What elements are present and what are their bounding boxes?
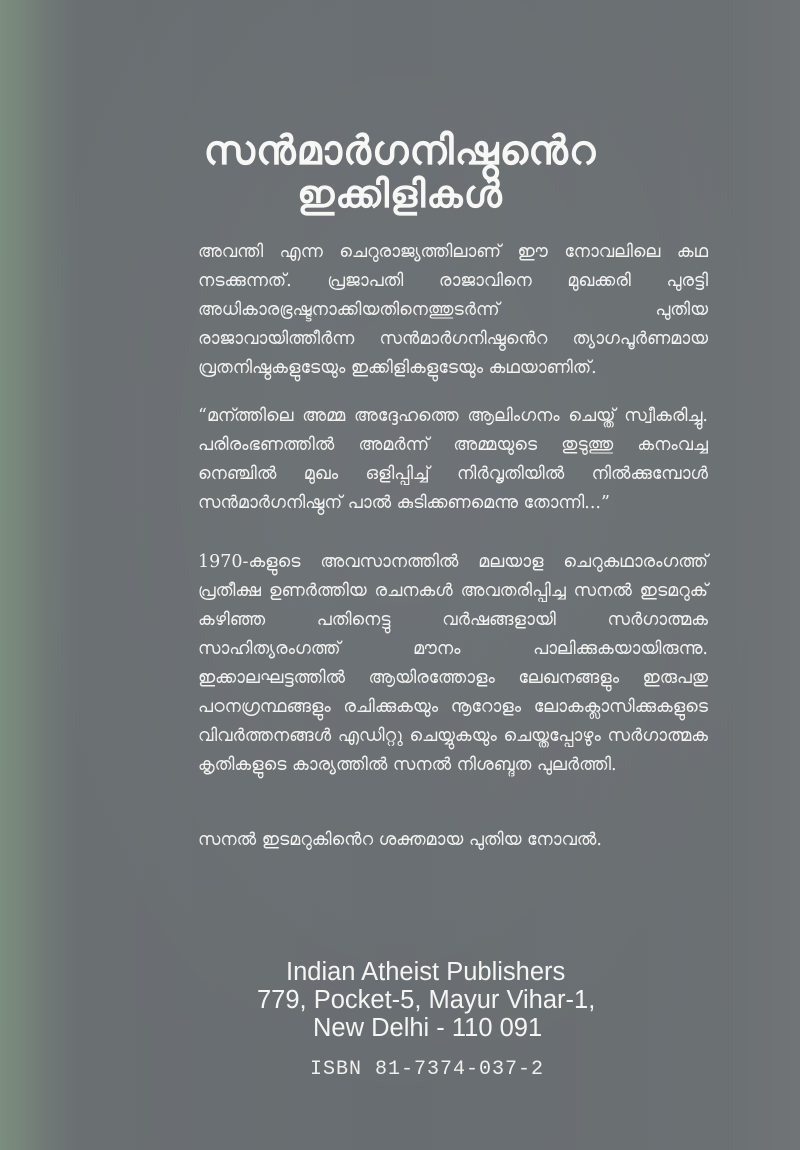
book-title-line-1: സൻമാർഗനിഷ്ഠൻെറ <box>203 128 597 174</box>
publisher-name: Indian Atheist Publishers <box>286 958 566 986</box>
isbn-number: ISBN 81-7374-037-2 <box>310 1058 545 1081</box>
book-title-line-2: ഇക്കിളികൾ <box>297 172 503 216</box>
blurb-tagline: സനൽ ഇടമറുകിൻെറ ശക്തമായ പുതിയ നോവൽ. <box>198 830 602 850</box>
publisher-address-line-1: 779, Pocket-5, Mayur Vihar-1, <box>257 986 596 1014</box>
blurb-paragraph-4 <box>198 826 708 855</box>
blurb-text: 1970-കളുടെ അവസാനത്തിൽ മലയാള ചെറുകഥാരംഗത്ത് പ്രതീക്ഷ ഉണർത്തിയ രചനകൾ അവതരിപ്പിച്ച സനൽ ഇടമറുക് കഴിഞ്ഞ പതിനെട്ടു വർഷങ്ങളായി സർഗാത്മക സാഹിത്യരംഗത്ത് മൗനം പാലിക്കുകയായിരുന്നു. ഇക്കാലഘട്ടത്തിൽ ആയിരത്തോളം ലേഖനങ്ങളും ഇരുപതു പഠനഗ്രന്ഥങ്ങളും രചിക്കുകയും നൂറോളം ലോകക്ലാസിക്കുകളുടെ വിവർത്തനങ്ങൾ എഡിറ്റു ചെയ്യുകയും ചെയ്തപ്പോഴും സർഗാത്മക കൃതികളുടെ കാര്യത്തിൽ സനൽ നിശബ്ദത പുലർത്തി. <box>198 552 708 775</box>
blurb-paragraph-2 <box>198 402 708 518</box>
publisher-address-line-2: New Delhi - 110 091 <box>313 1014 543 1042</box>
blurb-text: അവന്തി എന്ന ചെറുരാജ്യത്തിലാണ് ഈ നോവലിലെ കഥ നടക്കുന്നത്. പ്രജാപതി രാജാവിനെ മുഖക്കരി പുരട്ടി അധികാരഭ്രഷ്ടനാക്കിയതിനെത്തുടർന്ന് പുതിയ രാജാവായിത്തീർന്ന സൻമാർഗനിഷ്ഠൻെറ ത്യാഗപൂർണമായ വ്രതനിഷ്ഠകളുടേയും ഇക്കിളികളുടേയും കഥയാണിത്. <box>198 242 708 378</box>
blurb-quote: “മന്ത്തിലെ അമ്മ അദ്ദേഹത്തെ ആലിംഗനം ചെയ്ത് സ്വീകരിച്ചു. പരിരംഭണത്തിൽ അമർന്ന് അമ്മയുടെ തുടുത്തു കനംവച്ച നെഞ്ചിൽ മുഖം ഒളിപ്പിച്ച് നിർവൃതിയിൽ നിൽക്കുമ്പോൾ സൻമാർഗനിഷ്ഠന് പാൽ കുടിക്കണമെന്നു തോന്നി...” <box>198 406 708 513</box>
blurb-paragraph-3 <box>198 548 708 780</box>
blurb-paragraph-1 <box>198 238 708 383</box>
spine-edge <box>0 0 42 1150</box>
